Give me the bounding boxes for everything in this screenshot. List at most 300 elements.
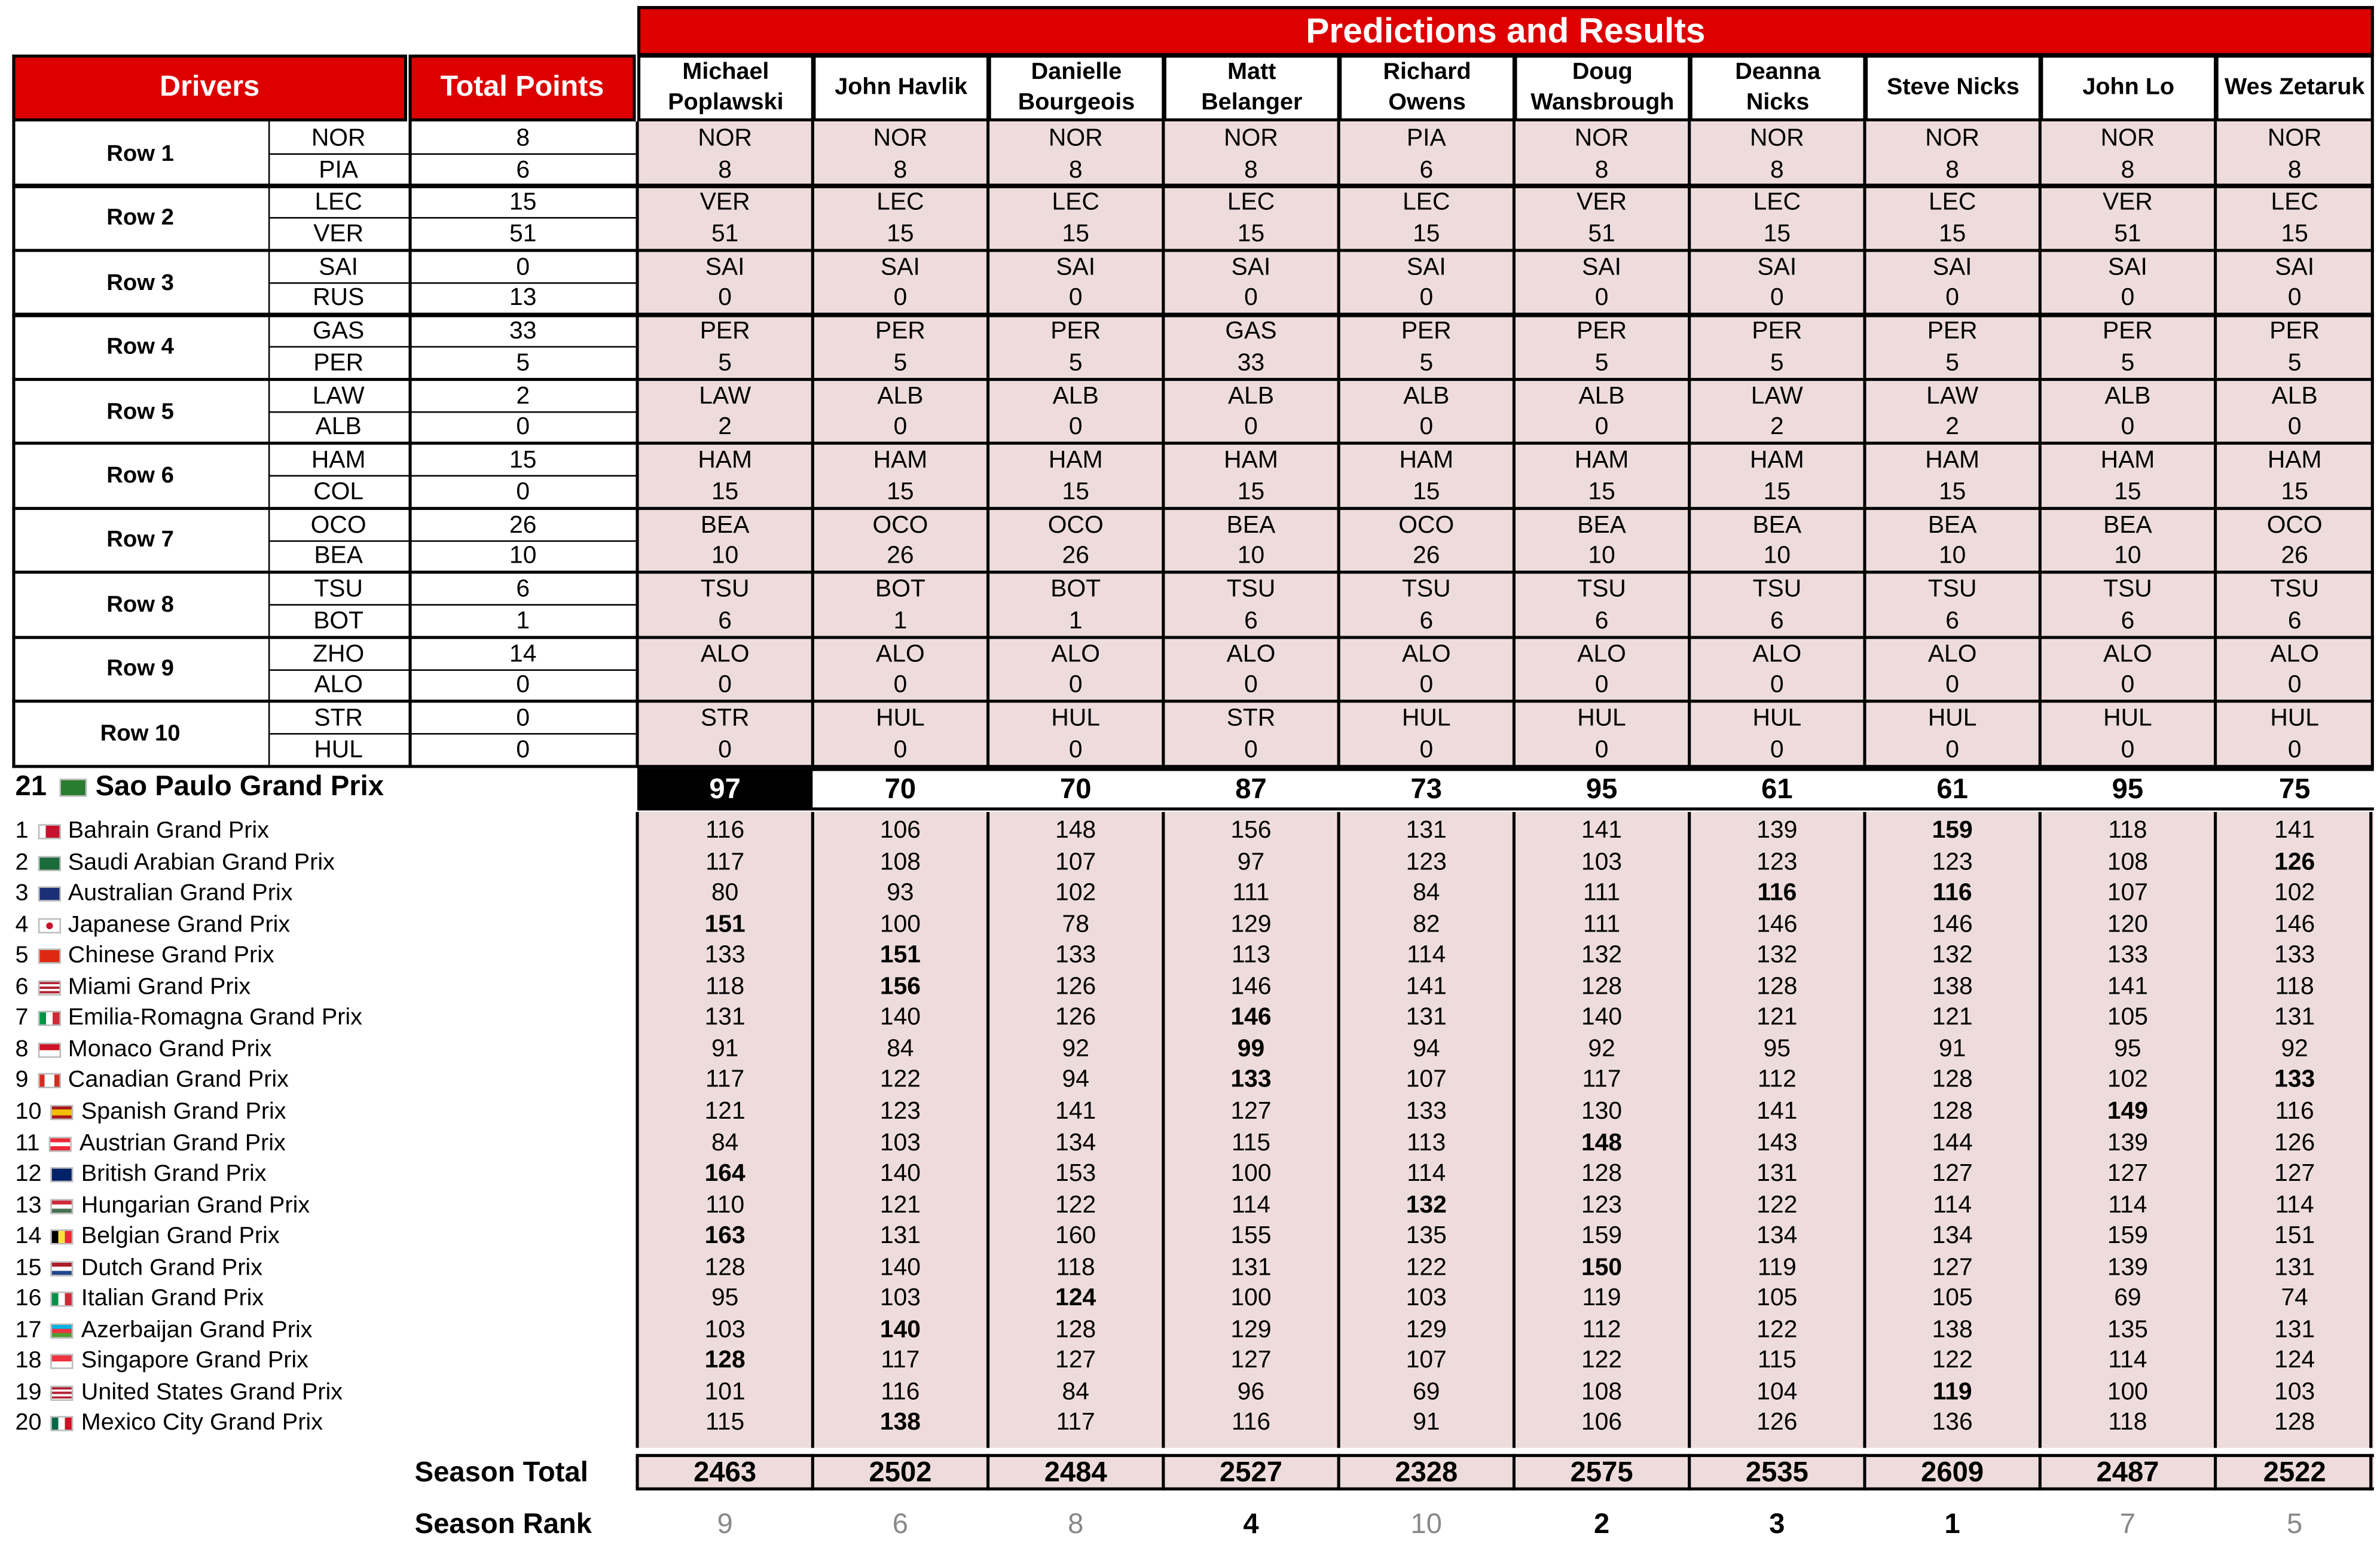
pick-driver: ALO	[1226, 641, 1276, 667]
race-score: 93	[887, 880, 914, 906]
pick-points: 15	[2281, 221, 2308, 248]
pick-points: 0	[1945, 672, 1960, 698]
race-label	[16, 817, 625, 848]
azerbaijan-flag-icon	[51, 1323, 74, 1338]
race-score: 131	[1406, 1005, 1447, 1031]
history-vline	[2039, 812, 2042, 1448]
race-score: 128	[1581, 1161, 1623, 1187]
race-score: 141	[2107, 974, 2148, 1000]
singapore-flag-icon	[51, 1354, 74, 1369]
pick-points: 15	[1588, 479, 1615, 505]
race-name: Singapore Grand Prix	[81, 1348, 308, 1375]
race-score: 103	[1581, 849, 1623, 875]
race-score: 94	[1062, 1067, 1089, 1094]
race-name: United States Grand Prix	[81, 1379, 343, 1406]
race-score: 141	[1756, 1098, 1798, 1125]
history-vline	[1863, 812, 1866, 1448]
pick-points: 8	[1068, 157, 1083, 183]
history-vline	[1162, 812, 1165, 1448]
pick-driver: HAM	[2267, 448, 2322, 474]
pick-driver: NOR	[2267, 126, 2322, 152]
race-score: 150	[1581, 1254, 1623, 1281]
season-total-label: Season Total	[414, 1455, 588, 1488]
pick-driver: LAW	[1750, 383, 1803, 410]
pick-points: 0	[2121, 672, 2135, 698]
pick-driver: LEC	[1227, 190, 1275, 216]
race-score: 153	[1055, 1161, 1096, 1187]
row-driver-points: 1	[516, 607, 530, 634]
pick-driver: ALO	[2103, 641, 2152, 667]
race-name: Mexico City Grand Prix	[81, 1410, 323, 1437]
pick-driver: ALB	[877, 383, 924, 410]
pick-points: 5	[2287, 350, 2302, 377]
pick-driver: NOR	[1224, 126, 1278, 152]
row-label	[12, 508, 268, 573]
pick-points: 0	[893, 414, 908, 441]
pick-driver: PIA	[1406, 126, 1446, 152]
pick-points: 26	[2281, 543, 2308, 570]
season-rank-value: 9	[717, 1507, 733, 1539]
race-score: 133	[2274, 1067, 2315, 1094]
race-score: 146	[1756, 911, 1798, 938]
pick-points: 51	[2114, 221, 2141, 248]
participant-header	[1689, 54, 1866, 121]
pick-driver: BEA	[1226, 512, 1276, 539]
pick-points: 6	[1244, 607, 1258, 634]
race-score: 131	[2274, 1254, 2315, 1281]
race-score: 156	[879, 974, 921, 1000]
canada-flag-icon	[38, 1074, 60, 1089]
race-label	[16, 1222, 625, 1253]
pick-driver: ALB	[2104, 383, 2151, 410]
row-label-text: Row 5	[106, 398, 174, 425]
row-label-text: Row 9	[106, 656, 174, 682]
grid-vline	[12, 121, 16, 767]
pick-points: 51	[711, 221, 739, 248]
pick-points: 1	[1068, 607, 1083, 634]
row-driver: ZHO	[313, 641, 365, 667]
race-score: 146	[1230, 1005, 1272, 1031]
grid-vline	[1162, 121, 1164, 766]
race-score: 140	[879, 1005, 921, 1031]
pick-points: 26	[887, 543, 914, 570]
race-score: 74	[2281, 1285, 2308, 1312]
pick-points: 15	[1062, 479, 1089, 505]
race-score: 159	[1932, 818, 1973, 844]
race-score: 133	[1230, 1067, 1272, 1094]
race-number: 5	[15, 942, 29, 969]
race-score: 107	[2107, 880, 2148, 906]
row-label	[12, 701, 268, 766]
pick-driver: OCO	[1398, 512, 1455, 539]
row-driver: TSU	[314, 576, 363, 603]
race-score: 92	[1062, 1036, 1089, 1062]
pick-points: 8	[1770, 157, 1784, 183]
pick-driver: ALO	[2270, 641, 2320, 667]
race-score: 133	[1055, 942, 1096, 969]
pick-points: 0	[1244, 414, 1258, 441]
row-label-text: Row 10	[100, 720, 181, 747]
race-score: 134	[1055, 1129, 1096, 1156]
participant-name-line: Richard	[1383, 59, 1471, 86]
pick-driver: SAI	[1582, 255, 1621, 281]
race-number: 8	[15, 1036, 29, 1062]
pick-points: 15	[887, 479, 914, 505]
race-score: 133	[1406, 1098, 1447, 1125]
italy-flag-icon	[51, 1292, 74, 1307]
race-name: Emilia-Romagna Grand Prix	[68, 1005, 362, 1031]
race-name: Italian Grand Prix	[81, 1285, 264, 1312]
pick-driver: HUL	[876, 706, 925, 732]
race-score: 121	[1932, 1005, 1973, 1031]
race-score: 148	[1581, 1129, 1623, 1156]
pick-points: 8	[2121, 157, 2135, 183]
row-half-divider	[268, 218, 637, 219]
pick-points: 0	[1244, 672, 1258, 698]
race-score: 127	[2107, 1161, 2148, 1187]
pick-driver: TSU	[1927, 576, 1977, 603]
pick-driver: LEC	[876, 190, 924, 216]
pick-driver: TSU	[1402, 576, 1451, 603]
race-score: 121	[879, 1192, 921, 1219]
race-score: 118	[1056, 1254, 1095, 1281]
pick-points: 8	[718, 157, 732, 183]
grid-vline	[1513, 121, 1515, 766]
participant-header	[637, 54, 814, 121]
race-score: 131	[879, 1223, 921, 1250]
race-score: 105	[1932, 1285, 1973, 1312]
race-score: 133	[2107, 942, 2148, 969]
race-name: British Grand Prix	[81, 1161, 267, 1187]
pick-driver: ALB	[1227, 383, 1275, 410]
race-score: 112	[1757, 1067, 1797, 1094]
race-score: 140	[879, 1317, 921, 1343]
race-label	[16, 1097, 625, 1128]
race-label	[16, 1066, 625, 1097]
race-score: 108	[879, 849, 921, 875]
race-score: 100	[879, 911, 921, 938]
pick-driver: ALO	[1577, 641, 1626, 667]
pick-points: 0	[2121, 414, 2135, 441]
row-label	[12, 572, 268, 637]
race-score: 103	[1406, 1285, 1447, 1312]
pick-driver: SAI	[1932, 255, 1972, 281]
pick-points: 15	[1237, 221, 1265, 248]
row-driver-points: 13	[509, 286, 537, 312]
pick-driver: BOT	[1050, 576, 1101, 603]
row-half-divider	[268, 282, 637, 284]
pick-points: 15	[1938, 479, 1966, 505]
race-score: 69	[1413, 1379, 1440, 1406]
pick-driver: LEC	[1052, 190, 1099, 216]
race-score: 131	[704, 1005, 746, 1031]
pick-points: 10	[1938, 543, 1966, 570]
participant-header	[2216, 54, 2374, 121]
race-score: 116	[705, 818, 745, 844]
race-label	[16, 1004, 625, 1035]
history-vline	[1337, 812, 1340, 1448]
pick-points: 2	[1945, 414, 1960, 441]
race-score: 132	[1756, 942, 1798, 969]
race-score: 105	[2107, 1005, 2148, 1031]
pick-points: 0	[1244, 286, 1258, 312]
row-half-divider	[268, 668, 637, 670]
race-score: 131	[1756, 1161, 1798, 1187]
row-label-text: Row 2	[106, 205, 174, 231]
race-score: 127	[1932, 1254, 1973, 1281]
race-score: 117	[1056, 1410, 1095, 1437]
row-driver: PER	[313, 350, 364, 377]
pick-points: 0	[1419, 737, 1434, 763]
participant-name-line: Deanna	[1735, 59, 1821, 86]
pick-driver: HAM	[1750, 448, 1804, 474]
race-score: 141	[1581, 818, 1623, 844]
participant-name-line: Owens	[1388, 89, 1466, 115]
race-score: 123	[879, 1098, 921, 1125]
pick-points: 6	[1419, 607, 1434, 634]
race-score: 155	[1230, 1223, 1272, 1250]
race-score: 115	[705, 1410, 745, 1437]
pick-points: 0	[1945, 737, 1960, 763]
race-score: 118	[2108, 818, 2147, 844]
participant-name-line: Doug	[1572, 59, 1633, 86]
race-score: 123	[1932, 849, 1973, 875]
race-name: Hungarian Grand Prix	[81, 1192, 310, 1219]
grid-vline	[408, 121, 412, 767]
season-rank-value: 10	[1410, 1507, 1443, 1539]
row-label-text: Row 4	[106, 334, 174, 360]
pick-driver: NOR	[2100, 126, 2155, 152]
season-rank-value: 6	[892, 1507, 909, 1539]
pick-driver: PER	[2102, 319, 2153, 346]
pick-driver: SAI	[1056, 255, 1096, 281]
row-label	[12, 251, 268, 315]
pick-points: 10	[711, 543, 739, 570]
pick-points: 5	[2121, 350, 2135, 377]
pick-driver: NOR	[1574, 126, 1629, 152]
row-driver: BEA	[314, 543, 363, 570]
race-number: 2	[15, 849, 29, 875]
race-score: 128	[1932, 1067, 1973, 1094]
pick-points: 8	[1594, 157, 1609, 183]
row-driver: OCO	[310, 512, 366, 539]
pick-driver: HAM	[1925, 448, 1980, 474]
pick-driver: NOR	[1750, 126, 1804, 152]
row-half-divider	[268, 540, 637, 542]
season-total-value: 2522	[2263, 1455, 2326, 1488]
race-score: 138	[879, 1410, 921, 1437]
pick-points: 0	[2287, 672, 2302, 698]
race-number: 19	[15, 1379, 42, 1406]
race-score: 114	[2108, 1192, 2147, 1219]
pick-points: 0	[893, 672, 908, 698]
row-label-text: Row 1	[106, 141, 174, 167]
participant-header	[1163, 54, 1340, 121]
race-score: 128	[1932, 1098, 1973, 1125]
participant-header	[1339, 54, 1516, 121]
race-score: 116	[1231, 1410, 1271, 1437]
race-name: Belgian Grand Prix	[81, 1223, 280, 1250]
pick-driver: ALO	[876, 641, 925, 667]
spain-flag-icon	[51, 1105, 74, 1120]
race-label	[16, 1315, 625, 1346]
pick-points: 0	[1594, 737, 1609, 763]
current-race-score: 73	[1410, 772, 1443, 805]
race-score: 127	[1230, 1348, 1272, 1375]
pick-driver: BEA	[2103, 512, 2152, 539]
pick-points: 0	[1594, 414, 1609, 441]
race-score: 133	[704, 942, 746, 969]
race-name: Bahrain Grand Prix	[68, 818, 269, 844]
participant-header	[988, 54, 1165, 121]
row-driver-points: 0	[516, 255, 530, 281]
race-score: 140	[879, 1254, 921, 1281]
row-driver: STR	[314, 706, 363, 732]
race-score: 117	[881, 1348, 920, 1375]
participant-header	[2040, 54, 2217, 121]
pick-driver: TSU	[2103, 576, 2152, 603]
pick-points: 15	[1062, 221, 1089, 248]
pick-points: 2	[718, 414, 732, 441]
row-label	[12, 314, 268, 379]
pick-driver: LEC	[1403, 190, 1450, 216]
race-label	[16, 941, 625, 972]
race-score: 107	[1406, 1348, 1447, 1375]
race-score: 114	[2275, 1192, 2314, 1219]
race-score: 113	[1231, 942, 1271, 969]
australia-flag-icon	[38, 887, 60, 902]
pick-driver: LAW	[699, 383, 751, 410]
race-number: 3	[15, 880, 29, 906]
pick-driver: PER	[1927, 319, 1978, 346]
race-score: 136	[1932, 1410, 1973, 1437]
row-divider	[12, 764, 2373, 768]
participant-name-line: Bourgeois	[1018, 89, 1135, 115]
race-score: 131	[1230, 1254, 1272, 1281]
pick-driver: ALO	[1401, 641, 1451, 667]
race-score: 128	[1581, 974, 1623, 1000]
season-rank-label: Season Rank	[414, 1507, 592, 1539]
race-score: 156	[1230, 818, 1272, 844]
season-rank-value: 2	[1593, 1507, 1610, 1539]
pick-points: 0	[1419, 672, 1434, 698]
race-score: 124	[1055, 1285, 1096, 1312]
pick-points: 2	[1770, 414, 1784, 441]
row-half-divider	[268, 604, 637, 606]
grid-vline	[2039, 121, 2041, 766]
race-name: Austrian Grand Prix	[79, 1129, 286, 1156]
race-name: Japanese Grand Prix	[68, 911, 291, 938]
participant-name-line: Belanger	[1201, 89, 1303, 115]
sheet-title-text: Predictions and Results	[1306, 10, 1706, 50]
race-label	[16, 910, 625, 941]
race-number: 11	[15, 1129, 40, 1156]
current-race-score: 70	[884, 772, 916, 805]
race-score: 121	[1756, 1005, 1798, 1031]
race-score: 128	[1055, 1317, 1096, 1343]
race-score: 114	[1933, 1192, 1972, 1219]
race-score: 107	[1406, 1067, 1447, 1094]
row-driver-points: 51	[509, 221, 537, 248]
row-driver-points: 33	[509, 319, 537, 346]
pick-driver: TSU	[1752, 576, 1802, 603]
pick-points: 0	[1068, 737, 1083, 763]
season-rank-value: 1	[1944, 1507, 1960, 1539]
pick-points: 10	[1588, 543, 1615, 570]
row-driver: ALB	[315, 414, 362, 441]
pick-points: 0	[1068, 414, 1083, 441]
season-total-value: 2328	[1395, 1455, 1458, 1488]
row-driver-points: 15	[509, 190, 537, 216]
japan-flag-icon	[38, 918, 60, 933]
row-driver: GAS	[313, 319, 365, 346]
race-score: 103	[879, 1285, 921, 1312]
row-label	[12, 121, 268, 186]
season-rank-value: 5	[2287, 1507, 2303, 1539]
participant-header	[812, 54, 989, 121]
race-score: 80	[711, 880, 739, 906]
race-number: 14	[15, 1223, 42, 1250]
season-total-value: 2484	[1044, 1455, 1107, 1488]
race-score: 69	[2114, 1285, 2141, 1312]
row-driver-points: 0	[516, 706, 530, 732]
race-score: 160	[1055, 1223, 1096, 1250]
race-score: 122	[1932, 1348, 1973, 1375]
season-total-value: 2609	[1921, 1455, 1984, 1488]
pick-points: 0	[1770, 737, 1784, 763]
grid-vline	[2214, 121, 2216, 766]
race-score: 116	[2275, 1098, 2314, 1125]
race-score: 103	[704, 1317, 746, 1343]
race-score: 116	[1757, 880, 1797, 906]
race-score: 122	[1756, 1317, 1798, 1343]
pick-points: 10	[1763, 543, 1791, 570]
race-score: 135	[1406, 1223, 1447, 1250]
season-total-value: 2463	[693, 1455, 757, 1488]
pick-driver: PER	[1050, 319, 1101, 346]
row-driver: SAI	[319, 255, 359, 281]
row-driver-points: 0	[516, 737, 530, 763]
history-vline	[636, 812, 638, 1448]
pick-driver: SAI	[705, 255, 745, 281]
total-points-header	[408, 54, 636, 121]
participant-header	[1865, 54, 2042, 121]
pick-driver: PER	[699, 319, 750, 346]
belgium-flag-icon	[51, 1229, 74, 1244]
pick-driver: NOR	[698, 126, 753, 152]
row-driver-points: 0	[516, 672, 530, 698]
race-score: 115	[1757, 1348, 1797, 1375]
race-number: 15	[15, 1254, 42, 1281]
pick-driver: OCO	[872, 512, 928, 539]
pick-points: 15	[1763, 221, 1791, 248]
pick-points: 26	[1413, 543, 1440, 570]
usa-flag-icon	[51, 1385, 74, 1400]
race-score: 138	[1932, 1317, 1973, 1343]
race-score: 134	[1756, 1223, 1798, 1250]
race-score: 164	[704, 1161, 746, 1187]
pick-driver: LEC	[2271, 190, 2318, 216]
pick-points: 15	[2281, 479, 2308, 505]
race-score: 122	[879, 1067, 921, 1094]
race-name: Australian Grand Prix	[68, 880, 293, 906]
race-label	[16, 1253, 625, 1284]
pick-driver: HAM	[698, 448, 753, 474]
race-score: 91	[1938, 1036, 1966, 1062]
row-driver-points: 8	[516, 126, 530, 152]
pick-driver: SAI	[1231, 255, 1271, 281]
race-score: 151	[2274, 1223, 2315, 1250]
